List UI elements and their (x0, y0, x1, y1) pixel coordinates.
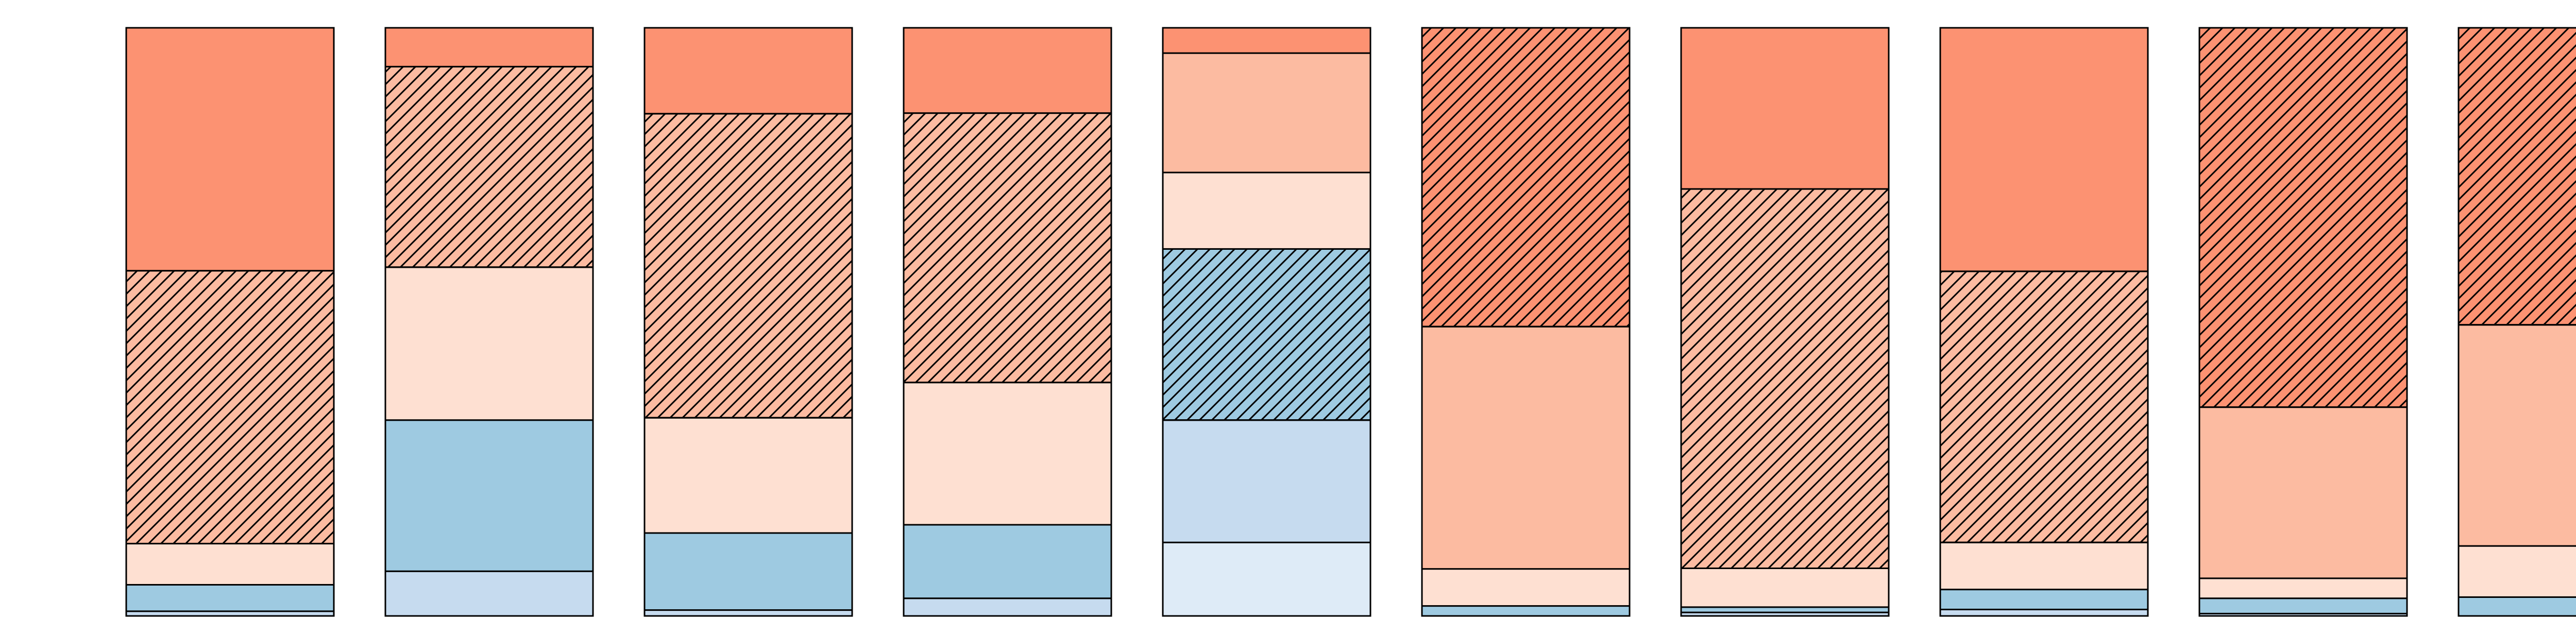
bar-1-segment-5 (126, 28, 334, 271)
bar-5-segment-4 (1163, 173, 1370, 249)
bar-4-segment-5 (904, 28, 1111, 113)
bar-8-segment-3 (1940, 542, 2148, 589)
bar-3-segment-4-hatch (645, 114, 852, 418)
bar-6-segment-1 (1422, 606, 1630, 616)
bar-8-segment-4-hatch (1940, 271, 2148, 542)
bar-10 (2459, 28, 2576, 616)
bar-3-segment-3 (645, 418, 852, 533)
bar-8-segment-1 (1940, 609, 2148, 616)
bar-6 (1422, 28, 1630, 616)
bar-8-segment-2 (1940, 590, 2148, 610)
bar-4-segment-1 (904, 598, 1111, 616)
bar-5-segment-5 (1163, 53, 1370, 173)
bar-3-segment-1 (645, 610, 852, 616)
bar-5-segment-2 (1163, 420, 1370, 543)
bar-2-segment-4-hatch (385, 66, 593, 267)
bar-2 (385, 28, 593, 616)
bar-4-segment-3 (904, 383, 1111, 525)
bar-7 (1681, 28, 1889, 616)
bar-6-segment-2 (1422, 569, 1630, 606)
bar-4 (904, 28, 1111, 616)
bar-1-segment-2 (126, 585, 334, 611)
bar-2-segment-3 (385, 267, 593, 420)
bar-10-segment-3 (2459, 325, 2576, 546)
bar-5-segment-3-hatch (1163, 249, 1370, 420)
bar-4-segment-4-hatch (904, 113, 1111, 383)
bar-3-segment-5 (645, 28, 852, 114)
bar-7-segment-2 (1681, 607, 1889, 612)
bar-2-segment-1 (385, 571, 593, 616)
bar-9-segment-3 (2199, 578, 2407, 598)
bar-10-segment-2 (2459, 546, 2576, 597)
bar-10-segment-4-hatch (2459, 28, 2576, 325)
bar-3 (645, 28, 852, 616)
bar-9 (2199, 28, 2407, 616)
bars-layer (126, 28, 2576, 616)
bar-6-segment-3 (1422, 327, 1630, 569)
bar-2-segment-5 (385, 28, 593, 66)
bar-5-segment-1 (1163, 542, 1370, 616)
bar-1-segment-3 (126, 544, 334, 585)
bar-1-segment-4-hatch (126, 271, 334, 544)
bar-1 (126, 28, 334, 616)
bar-8 (1940, 28, 2148, 616)
bar-3-segment-2 (645, 533, 852, 610)
bar-10-segment-1 (2459, 597, 2576, 616)
bar-9-segment-4 (2199, 407, 2407, 578)
bar-5-segment-6 (1163, 28, 1370, 53)
bar-7-segment-3 (1681, 568, 1889, 607)
bar-4-segment-2 (904, 525, 1111, 598)
bar-5 (1163, 28, 1370, 616)
bar-8-segment-5 (1940, 28, 2148, 271)
bar-9-segment-5-hatch (2199, 28, 2407, 407)
bar-9-segment-2 (2199, 598, 2407, 614)
bar-7-segment-4-hatch (1681, 189, 1889, 569)
bar-6-segment-4-hatch (1422, 28, 1630, 327)
bar-7-segment-5 (1681, 28, 1889, 189)
bar-2-segment-2 (385, 420, 593, 571)
